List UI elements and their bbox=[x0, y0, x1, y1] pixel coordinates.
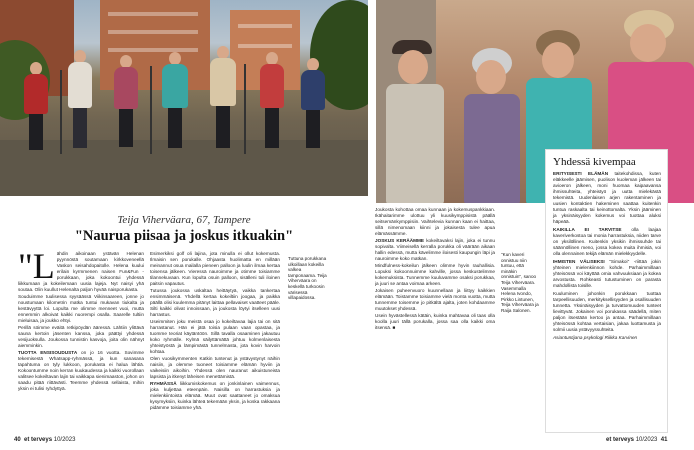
magazine-name: et terveys bbox=[606, 437, 635, 443]
paragraph: ähdin aikoinaan ystävän Helenan pyynnöstä soutamaan kirkkoveneellä Vaskon seisahdopaitolle. Helena kuului erilain kyrmmenen naisen Fun&Fun -porukkaan, joka kokoontui yhdessä liikkumaan ja kokeilemaan uusia lajeja. Nyt naisyi yhä soutaa. Olin kuullut Helenalta paljon hyvää naisporukasta. bbox=[18, 251, 144, 292]
paragraph: kokeiltavaksi lajin, joka ei tunnu sopivalta. Viimeisellä kerralla porukka oli väärään aikaan hallin edessä, mutta kävelimme iloisesti kaupungin läpi ja nauroimme koko matkan. bbox=[375, 238, 495, 261]
walker-7 bbox=[300, 58, 326, 150]
article-title: "Naurua piisaa ja joskus itkuakin" bbox=[74, 228, 294, 244]
paragraph: taitekohdissa, kuten eläkkeelle jäämisen, puolison kuoleman jälkeen tai avioeron jälkeen, moni huomaa kaipaavansa ihmissuhteita, yhteistyö ja uutta mielekästä tekemistä. Uudenlaisen arjen rakentaminen ja uusien kontaktien hakeminen saattaa kuitenkin tuntua raskaalta tai keinottomalta. Yksin jääminen ja yksinäisyyden kokemus voi tuottaa aluksi häpeää. bbox=[553, 171, 661, 224]
paragraph-lead: JOSKUS KERÄÄMME bbox=[375, 238, 425, 243]
walker-6 bbox=[258, 52, 286, 152]
paragraph-lead: RYHMÄSSÄ bbox=[150, 381, 177, 386]
issue-number: 10/2023 bbox=[635, 437, 658, 443]
paragraph: Joukosta kohottaa omaa kunnaan ja kokemuspankkiaan. Ikähaitarimme ulottuu yli kuusikymppisistä päällä seitsemänkymppisiin. Vaihtelevia kunnan kaan ei haittaa, sillä nimenomaan kiinni ja jokaisesta tulee apua elämässämme. bbox=[375, 207, 495, 236]
issue-number: 10/2023 bbox=[53, 437, 76, 443]
walker-5 bbox=[208, 46, 238, 152]
sidebar-source: Asiantuntijana psykologi Riikka Karvinen bbox=[553, 335, 638, 340]
paragraph-lead: IHMISTEN VÄLISEKSI bbox=[553, 259, 605, 264]
paragraph: "Simakoi" -riittää jokin yhteinen mielenkiinnon kohde. Parhaimmillaan yhteisössä voi käyttää omia vahvuuksiaan ja kokea arvostusta. Rohkeasti tutustuminen on parasta mahdollista toisille. bbox=[553, 259, 661, 288]
paragraph: Kuuluminen johonkin porukkaan tuottaa tarpeellisuuden, merkityksellisyyden ja osallisuuden tunnetta. Yksinäisyyden ja turvattomuuden tunteet lievittyvät. Jokainen voi porukassa säädellä, miten paljon itsestään kertoo ja antaa. Parhaimmillaan yhteisössä kohtaa vertaisian, jakaa luottamusta ja solmii uusia ystävyyssuhteita. bbox=[553, 291, 661, 332]
walker-2 bbox=[66, 50, 94, 150]
walker-3 bbox=[112, 55, 140, 150]
paragraph: Esimerkiksi golf oli lajina, jota minulla ei ollut kokemusta. Ilmaisin sen porukalle. Ohjaasta huolimatta en millään meinannut osua mailalla pieneen palloon ja luulin ilmaa kertaa toisensa jälkeen. Vieressä nauroimme ja otimme toisiamme tilannekuvaan. Kun lopulta osuin palloon, sisälleni tuli iloinen paitsin vapautus. bbox=[150, 251, 280, 286]
sidebar-box bbox=[545, 149, 668, 433]
paragraph: on jo 16 vuotta. Sovimme tekemisestä Whatsapp-ryhmässä, ja kun sanasana tapahtuma on tyly lukkoon, porukasta ei halua lähtiä. Kokoontumme noin kerran kuukaudessa ja kaikki vuorollaan valitsee kokeiltavan lajin tai vaikkapa sienimaaston, johon on saadu pitää riittävästi. Teemme yhdessä sellaista, mihin yksin ei tulisi ryhdyttyä. bbox=[18, 350, 144, 391]
paragraph-lead: ERITYISESTI ELÄMÄN bbox=[553, 171, 609, 176]
walker-4 bbox=[160, 52, 190, 152]
paragraph: Tutussa joukossa uskaltaa heittäytyä, vaikka tankertaa ensimmäisenä. Yhdellä kertaa kokeiltiin joogaa, ja paikka päällä olisi kuulemma pitänyt laittaa pellavaiset vaatteet pääle. Silti kaikki olivat innoissaan, ja joukosta löytyi itselleen uusi harrastus. bbox=[150, 288, 280, 317]
group-walk-photo bbox=[0, 0, 368, 196]
paragraph: Usein hyvästellessä kätäin, kuinka mahtavaa oli taas olla koolla juuri tällä porukalla, jossa saa olla kaikki oma itsensä. ■ bbox=[375, 313, 495, 330]
paragraph-lead: TUOTTA ENSISOUDUSTA bbox=[18, 350, 78, 355]
paragraph: Mindfulness-kokeilun jälkeen olimme hyvin rauhallisia. Lopuksi kokoonnuimme kahville, jossa keskustelimme kokemuksista. Tunnemme kuuluvamme osaksi porukkaa, ja juuri se antaa voimaa arkeen. bbox=[375, 263, 495, 286]
magazine-name: et terveys bbox=[24, 437, 53, 443]
paragraph-lead: KAIKILLA EI TARVITSE bbox=[553, 227, 622, 232]
photo-caption-right: "Kun kaveri onnistuu niin tuntuu, että minäkin onnistuin", sanoo Teija Viherväara. Vasemmalla Helena Ivondo, Pirkko Lintunen, Teija Viherväara ja Raija Salonen. bbox=[501, 252, 539, 313]
paragraph: liikkumiskokemus on jonkinlainen vaimennus, joka kuljettaa eteenpäin. Naisilla on harrastuksia ja mielenkiintoista elämää. Muut ovat saattaneet jo omaksua kysymyksiin, kuinka lähteä tekemään yksin, ja koska rakkaana pidämme toisiamme yhä. bbox=[150, 381, 280, 410]
paragraph: Perillä söimme eväitä retkipöydän ääressä. Lähtiin ylittävä sauna kertoin jäsenten kanssa, joka päättyi yhdessä vesijuoksulla. Joukossa tunnistin kasvoja, joita olin nähnyt aiemminkin. bbox=[18, 325, 144, 348]
left-column-1 bbox=[18, 251, 144, 431]
folio-right bbox=[606, 437, 667, 443]
byline: Teija Viherväara, 67, Tampere bbox=[117, 214, 251, 226]
page-number: 40 bbox=[14, 437, 21, 443]
photo-caption-left: Tuttuna porukkana ulkoillaan kokeilla valkea tamponaama. Teija Viherväara on keskellä turkoosin värisessä villapaidossa. bbox=[288, 256, 327, 301]
folio-left bbox=[14, 437, 75, 443]
paragraph: Souduimme tuulisessa syysäässä Viikinsaareen, jonne jo noustumaan kilometrin matka tuntui mukavan tiukalta ja kestävyyttä loi. Lopulta me olimme menneet vuoi, mutta ennemmin alkoivat kaikki nuorempi osalla. Saarelle tultiin mieluisaa, ja joukko ehtyi. bbox=[18, 294, 144, 323]
woman-grey-hair bbox=[462, 48, 522, 203]
paragraph: Olen vuosikymmenten Katkin tuntenut ja ystävystynyt näihin naisiin, ja olemme tuoneet toisiamme elämän hyviin ja vaikeisiin aikoihin. Yhdessä olen nauranut aikuistuneista lapsista ja itkenyt läheisen menettämistä. bbox=[150, 356, 280, 379]
paragraph: Jokaisen puheenvuoro kuunnellaan ja liittyy kaikkien elämään. Toistamme toisiamme vielä monta vuotta, mutta tunnemme toisemme jo pitkältä ajalta, joten kohdaamme muutokset yhdessä. bbox=[375, 288, 495, 311]
left-column-2 bbox=[150, 251, 280, 431]
walker-1 bbox=[22, 62, 50, 152]
right-column-1 bbox=[375, 207, 495, 431]
paragraph: olla laajaa kaveriverkostoa tai monia harrastuksia, niiden tarve on yksilöllinen. Kuitenkin yksikin ihmissuhde tai säännöllinen meno, jossa kokea muita ihmisiä, voi olla olennainen tekijä elämän mielekkyydelle. bbox=[553, 227, 661, 256]
page-number: 41 bbox=[660, 437, 668, 443]
sidebar-title: Yhdessä kivempaa bbox=[553, 156, 636, 168]
woman-hat bbox=[386, 40, 446, 203]
drop-cap: "L bbox=[18, 251, 55, 286]
paragraph: Useimmiten joku meistä osaa jo kokeiltavaa lajia tai on sitä harrastanut. Hän ei jätä toisia pulaan vaan opastaa, ja tuomme teoriat käytäntöön. Sillä tavalla osaaminen jakautuu koko ryhmälle. Kylmä säilyttämättä johtuu kolmenlaisesta yhteistyöstä ja lämpimästä tunnelmasta, jota kovin harvoin kohtaa. bbox=[150, 319, 280, 354]
